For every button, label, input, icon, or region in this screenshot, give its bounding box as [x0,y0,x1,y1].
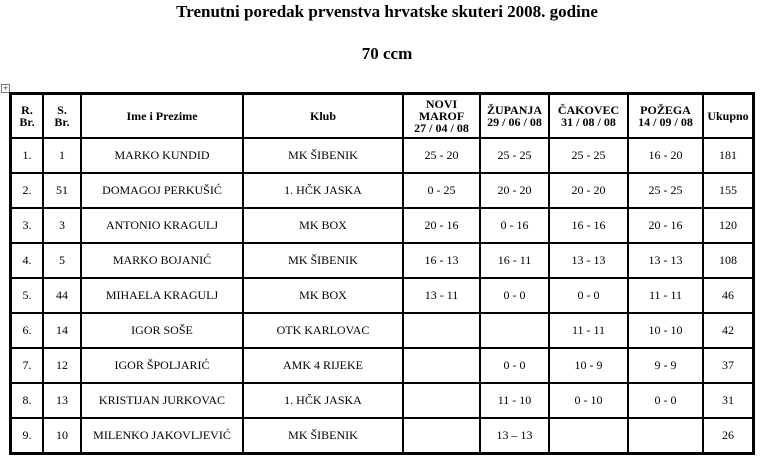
cell-start-number: 1 [43,138,81,173]
table-move-handle-icon[interactable]: + [2,84,9,92]
cell-club: OTK KARLOVAC [243,313,403,348]
cell-total: 31 [703,383,753,418]
cell-race-1: 0 - 25 [403,173,480,208]
cell-race-4: 13 - 13 [628,243,703,278]
cell-club: MK BOX [243,208,403,243]
cell-race-1: 20 - 16 [403,208,480,243]
cell-race-2: 0 - 0 [480,278,549,313]
standings-table [9,92,755,455]
cell-club: MK BOX [243,278,403,313]
cell-rank: 5. [11,278,43,313]
cell-start-number: 13 [43,383,81,418]
cell-race-2: 20 - 20 [480,173,549,208]
category-subtitle: 70 ccm [361,44,413,63]
header-rank: R. Br. [11,94,43,138]
cell-rank: 7. [11,348,43,383]
cell-race-4: 16 - 20 [628,138,703,173]
cell-race-1: 25 - 20 [403,138,480,173]
cell-rank: 9. [11,418,43,453]
cell-club: MK ŠIBENIK [243,418,403,453]
header-total: Ukupno [703,94,753,138]
cell-race-2: 16 - 11 [480,243,549,278]
cell-race-3: 10 - 9 [549,348,628,383]
header-club: Klub [243,94,403,138]
page-title: Trenutni poredak prvenstva hrvatske skuteri 2008. godine [176,2,598,21]
table-row [11,278,753,313]
cell-club: 1. HČK JASKA [243,383,403,418]
cell-club: MK ŠIBENIK [243,138,403,173]
cell-race-1 [403,383,480,418]
table-row [11,243,753,278]
cell-name: IGOR SOŠE [81,313,243,348]
cell-rank: 1. [11,138,43,173]
cell-start-number: 3 [43,208,81,243]
header-start-number: S. Br. [43,94,81,138]
cell-total: 120 [703,208,753,243]
cell-race-2: 0 - 16 [480,208,549,243]
cell-race-1: 16 - 13 [403,243,480,278]
cell-race-3: 0 - 0 [549,278,628,313]
table-row [11,313,753,348]
cell-club: 1. HČK JASKA [243,173,403,208]
header-name: Ime i Prezime [81,94,243,138]
cell-start-number: 5 [43,243,81,278]
cell-race-1 [403,348,480,383]
table-row [11,208,753,243]
table-row [11,418,753,453]
cell-total: 155 [703,173,753,208]
cell-name: MARKO KUNDID [81,138,243,173]
cell-race-1 [403,313,480,348]
cell-start-number: 44 [43,278,81,313]
cell-start-number: 12 [43,348,81,383]
cell-race-3 [549,418,628,453]
cell-start-number: 14 [43,313,81,348]
cell-race-2: 0 - 0 [480,348,549,383]
cell-race-4: 9 - 9 [628,348,703,383]
header-race-pozega: POŽEGA 14 / 09 / 08 [628,94,703,138]
cell-race-3: 20 - 20 [549,173,628,208]
cell-name: ANTONIO KRAGULJ [81,208,243,243]
table-row [11,383,753,418]
cell-total: 37 [703,348,753,383]
cell-club: MK ŠIBENIK [243,243,403,278]
cell-race-2 [480,313,549,348]
cell-rank: 4. [11,243,43,278]
cell-race-2: 25 - 25 [480,138,549,173]
cell-race-1 [403,418,480,453]
table-row [11,138,753,173]
cell-race-3: 16 - 16 [549,208,628,243]
cell-race-3: 0 - 10 [549,383,628,418]
cell-club: AMK 4 RIJEKE [243,348,403,383]
table-row [11,348,753,383]
table-row [11,173,753,208]
cell-total: 108 [703,243,753,278]
cell-race-4: 11 - 11 [628,278,703,313]
cell-start-number: 10 [43,418,81,453]
cell-name: DOMAGOJ PERKUŠIĆ [81,173,243,208]
cell-rank: 8. [11,383,43,418]
cell-total: 46 [703,278,753,313]
cell-total: 181 [703,138,753,173]
cell-total: 42 [703,313,753,348]
cell-name: IGOR ŠPOLJARIĆ [81,348,243,383]
cell-race-4: 25 - 25 [628,173,703,208]
header-race-novi-marof: NOVI MAROF 27 / 04 / 08 [403,94,480,138]
cell-name: MIHAELA KRAGULJ [81,278,243,313]
cell-name: MARKO BOJANIĆ [81,243,243,278]
cell-rank: 6. [11,313,43,348]
cell-race-1: 13 - 11 [403,278,480,313]
cell-race-4: 20 - 16 [628,208,703,243]
cell-race-4 [628,418,703,453]
header-row [11,94,753,138]
cell-race-3: 13 - 13 [549,243,628,278]
header-race-zupanja: ŽUPANJA 29 / 06 / 08 [480,94,549,138]
cell-total: 26 [703,418,753,453]
cell-start-number: 51 [43,173,81,208]
header-race-cakovec: ČAKOVEC 31 / 08 / 08 [549,94,628,138]
cell-race-2: 11 - 10 [480,383,549,418]
cell-race-3: 25 - 25 [549,138,628,173]
cell-rank: 3. [11,208,43,243]
cell-name: MILENKO JAKOVLJEVIĆ [81,418,243,453]
cell-race-3: 11 - 11 [549,313,628,348]
cell-name: KRISTIJAN JURKOVAC [81,383,243,418]
cell-race-4: 10 - 10 [628,313,703,348]
cell-race-2: 13 – 13 [480,418,549,453]
cell-race-4: 0 - 0 [628,383,703,418]
cell-rank: 2. [11,173,43,208]
